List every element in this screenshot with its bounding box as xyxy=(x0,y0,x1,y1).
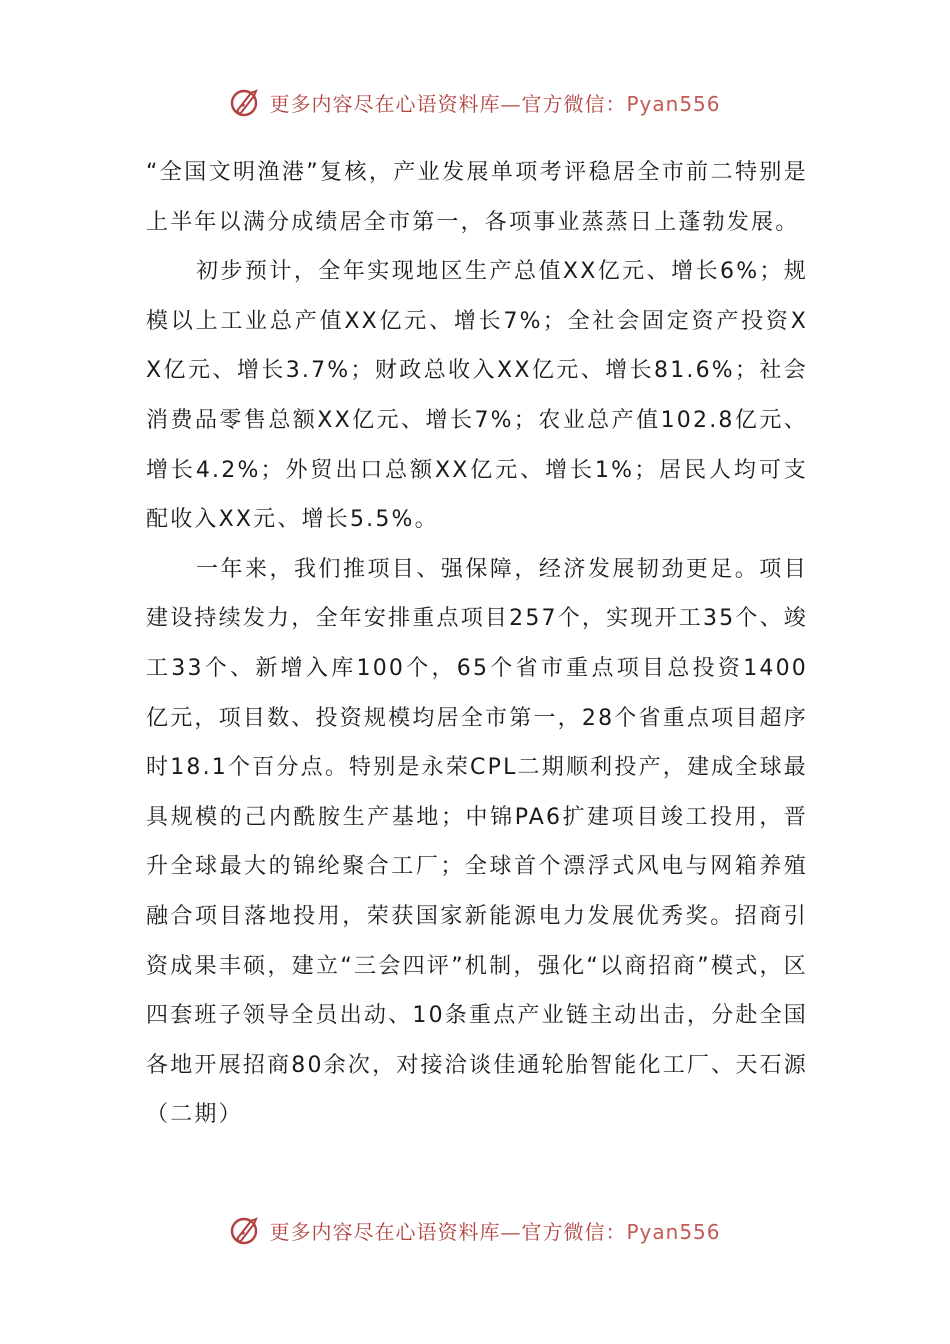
header-watermark xyxy=(0,82,950,122)
pen-nib-circle-icon xyxy=(229,1213,263,1247)
paragraph-continuation: “全国文明渔港”复核，产业发展单项考评稳居全市前二特别是上半年以满分成绩居全市第一，各项事业蒸蒸日上蓬勃发展。 xyxy=(146,160,808,235)
footer-watermark xyxy=(0,1210,950,1250)
document-body xyxy=(146,148,808,1140)
pen-nib-circle-icon xyxy=(229,85,263,119)
watermark-handle: Pyan556 xyxy=(626,91,721,116)
watermark-handle: Pyan556 xyxy=(626,1219,721,1244)
paragraph-economic-indicators: 初步预计，全年实现地区生产总值XX亿元、增长6%；规模以上工业总产值XX亿元、增长7%；全社会固定资产投资XX亿元、增长3.7%；财政总收入XX亿元、增长81.6%；社会消费品零售总额XX亿元、增长7%；农业总产值102.8亿元、增长4.2%；外贸出口总额XX亿元、增长1%；居民人均可支配收入XX元、增长5.5%。 xyxy=(146,259,808,533)
paragraph-projects: 一年来，我们推项目、强保障，经济发展韧劲更足。项目建设持续发力，全年安排重点项目257个，实现开工35个、竣工33个、新增入库100个，65个省市重点项目总投资1400亿元，项目数、投资规模均居全市第一，28个省重点项目超序时18.1个百分点。特别是永荣CPL二期顺利投产，建成全球最具规模的己内酰胺生产基地；中锦PA6扩建项目竣工投用，晋升全球最大的锦纶聚合工厂；全球首个漂浮式风电与网箱养殖融合项目落地投用，荣获国家新能源电力发展优秀奖。招商引资成果丰硕，建立“三会四评”机制，强化“以商招商”模式，区四套班子领导全员出动、10条重点产业链主动出击，分赴全国各地开展招商80余次，对接洽谈佳通轮胎智能化工厂、天石源（二期） xyxy=(146,556,808,1128)
watermark-text: 更多内容尽在心语资料库—官方微信：Pyan556 xyxy=(269,1219,721,1244)
watermark-text: 更多内容尽在心语资料库—官方微信：Pyan556 xyxy=(269,91,721,116)
